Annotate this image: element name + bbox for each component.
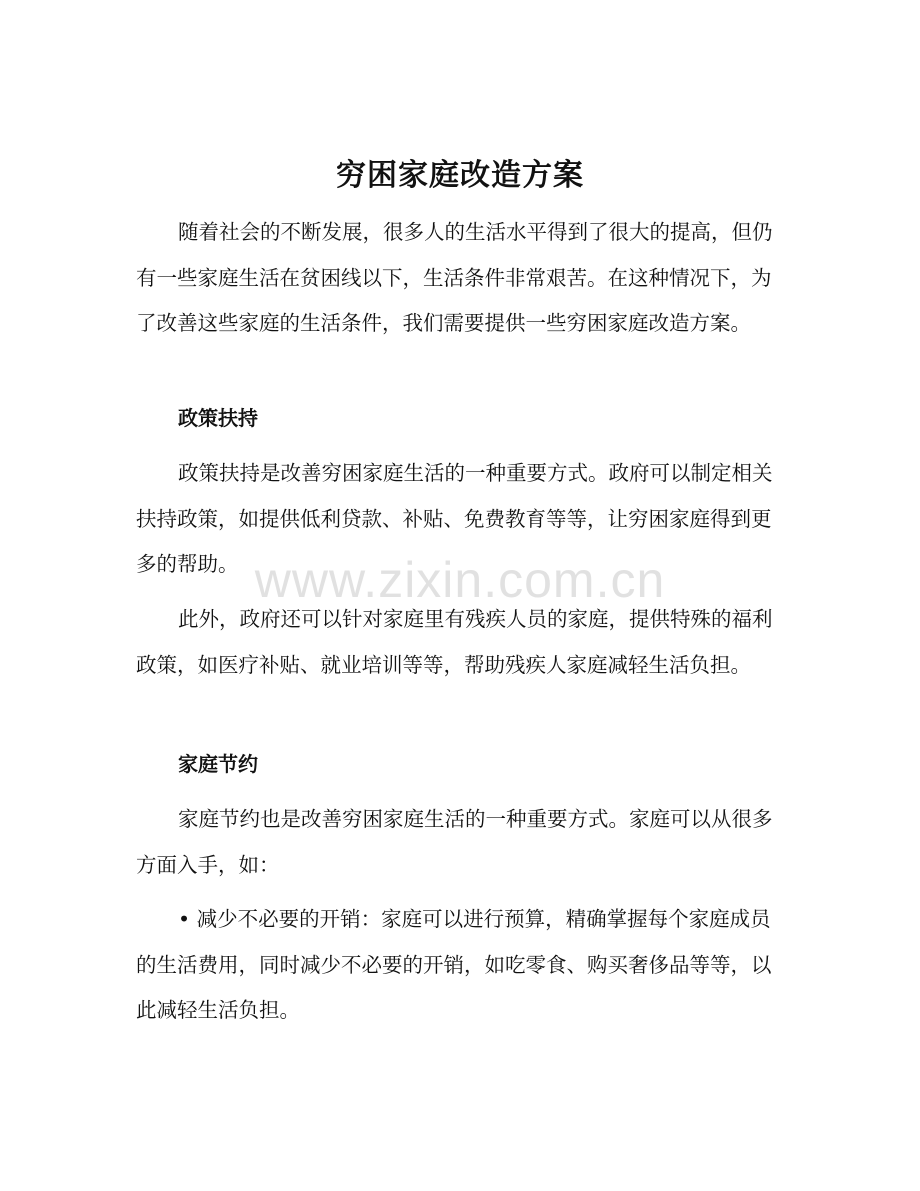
document-title: 穷困家庭改造方案 (336, 158, 584, 193)
section-heading-saving: 家庭节约 (178, 752, 258, 776)
intro-paragraph: 随着社会的不断发展，很多人的生活水平得到了很大的提高，但仍有一些家庭生活在贫困线以下，生活条件非常艰苦。在这种情况下，为了改善这些家庭的生活条件，我们需要提供一些穷困家庭改造方案。 (136, 220, 773, 335)
policy-paragraph-1: 政策扶持是改善穷困家庭生活的一种重要方式。政府可以制定相关扶持政策，如提供低利贷款、补贴、免费教育等等，让穷困家庭得到更多的帮助。 (136, 461, 773, 576)
saving-bullet-item: • 减少不必要的开销：家庭可以进行预算，精确掌握每个家庭成员的生活费用，同时减少不必要的开销，如吃零食、购买奢侈品等等，以此减轻生活负担。 (136, 907, 772, 1022)
policy-paragraph-2: 此外，政府还可以针对家庭里有残疾人员的家庭，提供特殊的福利政策，如医疗补贴、就业培训等等，帮助残疾人家庭减轻生活负担。 (136, 607, 773, 677)
section-heading-policy: 政策扶持 (178, 406, 258, 430)
saving-paragraph-1: 家庭节约也是改善穷困家庭生活的一种重要方式。家庭可以从很多方面入手，如： (136, 807, 773, 877)
watermark: www.zixin.com.cn (254, 552, 666, 608)
